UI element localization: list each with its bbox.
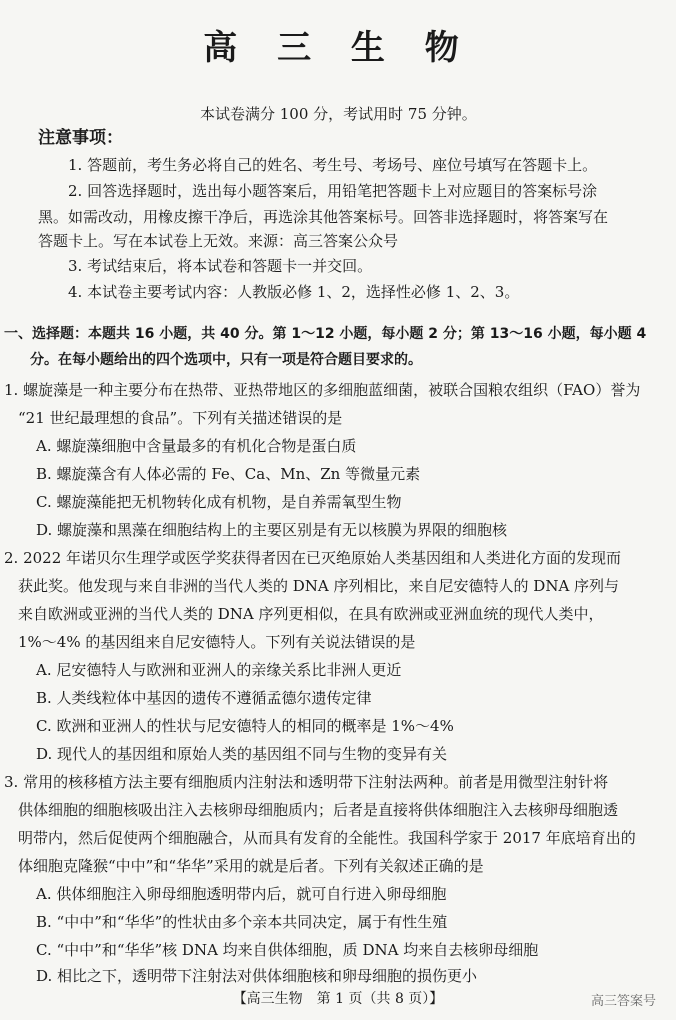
question-option: C. “中中”和“华华”核 DNA 均来自供体细胞，质 DNA 均来自去核卵母细胞	[36, 941, 539, 959]
section-header: 分。在每小题给出的四个选项中，只有一项是符合题目要求的。	[30, 352, 422, 368]
question-option: B. “中中”和“华华”的性状由多个亲本共同决定，属于有性生殖	[36, 913, 448, 931]
question-stem: 来自欧洲或亚洲的当代人类的 DNA 序列更相似，在具有欧洲或亚洲血统的现代人类中，	[18, 605, 604, 623]
question-stem: 供体细胞的细胞核吸出注入去核卵母细胞质内；后者是直接将供体细胞注入去核卵母细胞透	[18, 801, 619, 819]
question-stem: 2. 2022 年诺贝尔生理学或医学奖获得者因在已灭绝原始人类基因组和人类进化方面的发现而	[4, 549, 622, 567]
page-title: 高 三 生 物	[203, 28, 473, 68]
question-option: A. 尼安德特人与欧洲和亚洲人的亲缘关系比非洲人更近	[36, 661, 402, 679]
question-stem: 3. 常用的核移植方法主要有细胞质内注射法和透明带下注射法两种。前者是用微型注射针将	[4, 773, 609, 791]
watermark: 高三答案号	[590, 994, 656, 1009]
question-stem: 1. 螺旋藻是一种主要分布在热带、亚热带地区的多细胞蓝细菌，被联合国粮农组织（FAO）誉为	[4, 381, 641, 399]
notice-line: 答题卡上。写在本试卷上无效。来源：高三答案公众号	[38, 232, 399, 250]
notice-line: 2. 回答选择题时，选出每小题答案后，用铅笔把答题卡上对应题目的答案标号涂	[68, 182, 598, 200]
question-option: C. 欧洲和亚洲人的性状与尼安德特人的相同的概率是 1%～4%	[36, 717, 454, 735]
question-option: B. 螺旋藻含有人体必需的 Fe、Ca、Mn、Zn 等微量元素	[36, 465, 421, 483]
question-option: C. 螺旋藻能把无机物转化成有机物，是自养需氧型生物	[36, 493, 402, 511]
notice-line: 黑。如需改动，用橡皮擦干净后，再选涂其他答案标号。回答非选择题时，将答案写在	[38, 208, 609, 226]
question-stem: 体细胞克隆猴“中中”和“华华”采用的就是后者。下列有关叙述正确的是	[18, 857, 484, 875]
notice-line: 1. 答题前，考生务必将自己的姓名、考生号、考场号、座位号填写在答题卡上。	[68, 156, 598, 174]
question-stem: 明带内，然后促使两个细胞融合，从而具有发育的全能性。我国科学家于 2017 年底培育出的	[18, 829, 636, 847]
notice-line: 3. 考试结束后，将本试卷和答题卡一并交回。	[68, 257, 373, 275]
exam-info: 本试卷满分 100 分，考试用时 75 分钟。	[200, 105, 477, 123]
page-footer: 【高三生物 第 1 页（共 8 页）】	[232, 991, 444, 1007]
question-option: B. 人类线粒体中基因的遗传不遵循孟德尔遗传定律	[36, 689, 372, 707]
question-stem: “21 世纪最理想的食品”。下列有关描述错误的是	[18, 409, 343, 427]
notice-heading: 注意事项：	[38, 128, 123, 148]
notice-line: 4. 本试卷主要考试内容：人教版必修 1、2，选择性必修 1、2、3。	[68, 283, 520, 301]
question-stem: 1%～4% 的基因组来自尼安德特人。下列有关说法错误的是	[18, 633, 416, 651]
question-option: A. 供体细胞注入卵母细胞透明带内后，就可自行进入卵母细胞	[36, 885, 447, 903]
question-stem: 获此奖。他发现与来自非洲的当代人类的 DNA 序列相比，来自尼安德特人的 DNA 序列与	[18, 577, 620, 595]
section-header: 一、选择题：本题共 16 小题，共 40 分。第 1～12 小题，每小题 2 分；第 13～16 小题，每小题 4	[4, 326, 647, 342]
question-option: D. 螺旋藻和黑藻在细胞结构上的主要区别是有无以核膜为界限的细胞核	[36, 521, 508, 539]
question-option: D. 相比之下，透明带下注射法对供体细胞核和卵母细胞的损伤更小	[36, 967, 478, 985]
question-option: D. 现代人的基因组和原始人类的基因组不同与生物的变异有关	[36, 745, 448, 763]
question-option: A. 螺旋藻细胞中含量最多的有机化合物是蛋白质	[36, 437, 357, 455]
